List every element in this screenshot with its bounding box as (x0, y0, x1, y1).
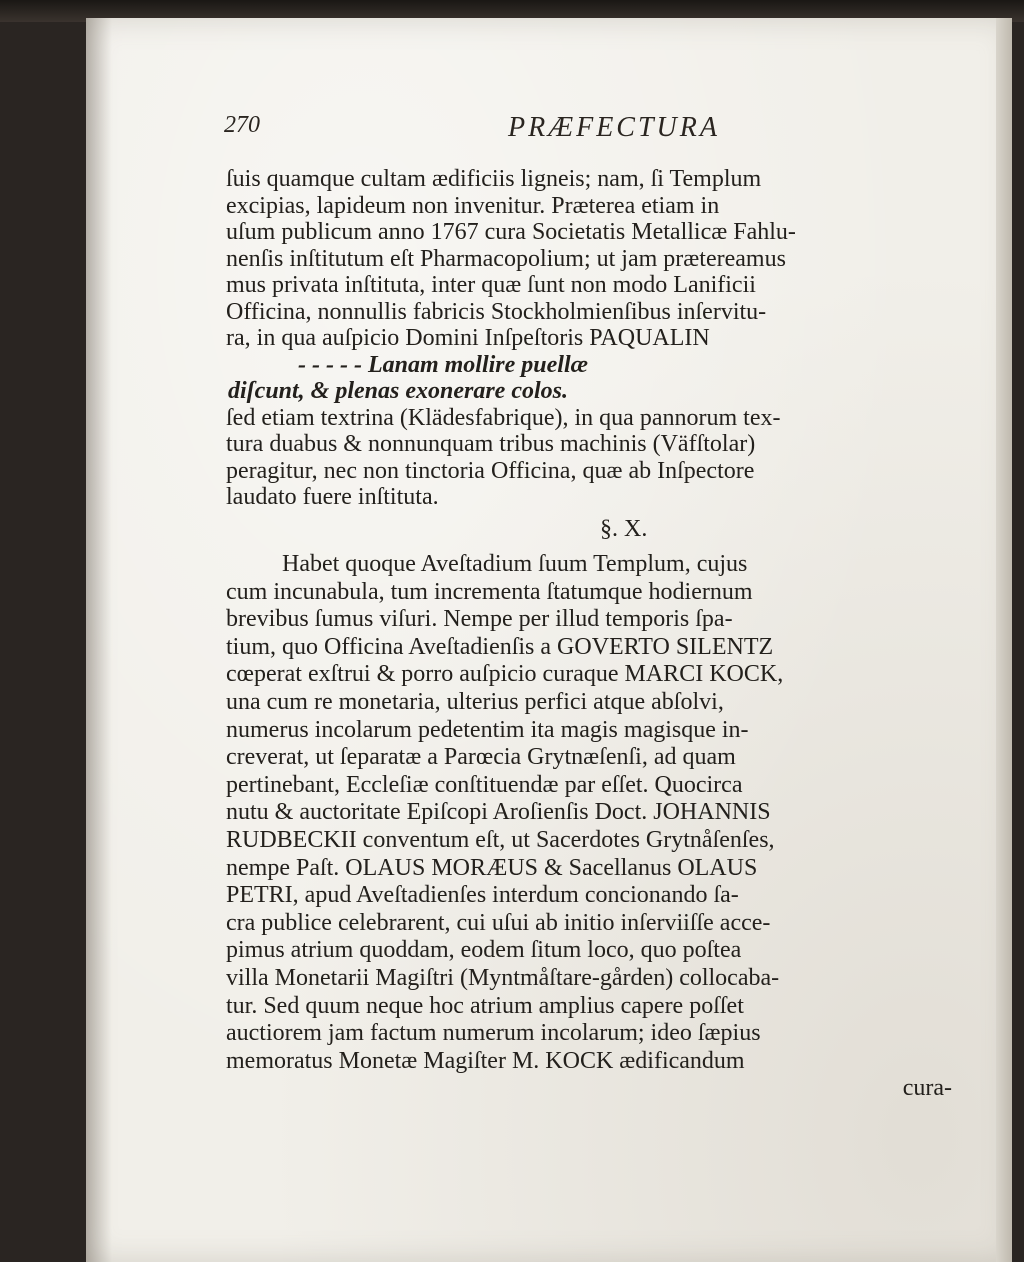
text-line: nempe Paſt. OLAUS MORÆUS & Sacellanus OLAUS (226, 854, 758, 881)
text-line: cœperat exſtrui & porro auſpicio curaque MARCI KOCK, (226, 661, 784, 688)
text-line: tur. Sed quum neque hoc atrium amplius capere poſſet (226, 992, 744, 1019)
verse-line: - - - - - Lanam mollire puellæ (298, 351, 588, 378)
verse-quotation (226, 352, 966, 405)
verse-line: diſcunt, & plenas exonerare colos. (228, 378, 568, 404)
text-line: Habet quoque Aveſtadium ſuum Templum, cujus (282, 551, 748, 577)
text-line: mus privata inſtituta, inter quæ ſunt non modo Lanificii (226, 272, 756, 298)
paragraph-3 (226, 551, 966, 1075)
text-line: numerus incolarum pedetentim ita magis magisque in- (226, 716, 749, 743)
text-line: memoratus Monetæ Magiſter M. KOCK ædificandum (226, 1047, 745, 1074)
page-number: 270 (224, 112, 260, 138)
text-line: excipias, lapideum non invenitur. Præterea etiam in (226, 192, 720, 219)
text-line: cra publice celebrarent, cui uſui ab initio inſerviiſſe acce- (226, 909, 771, 936)
page-edge (996, 18, 1012, 1262)
text-line: RUDBECKII conventum eſt, ut Sacerdotes Grytnåſenſes, (226, 826, 775, 853)
text-line: peragitur, nec non tinctoria Officina, quæ ab Inſpectore (226, 457, 755, 484)
text-line: uſum publicum anno 1767 cura Societatis Metallicæ Fahlu- (226, 219, 796, 245)
text-block (226, 166, 966, 1102)
paragraph-2 (226, 405, 966, 511)
text-line: pimus atrium quoddam, eodem ſitum loco, quo poſtea (226, 937, 742, 964)
text-line: ſuis quamque cultam ædificiis ligneis; nam, ſi Templum (226, 166, 762, 192)
spine-shadow (86, 18, 112, 1262)
text-line: laudato fuere inſtituta. (226, 484, 439, 510)
running-title: PRÆFECTURA (508, 112, 720, 143)
text-line: nenſis inſtitutum eſt Pharmacopolium; ut jam prætereamus (226, 245, 786, 272)
text-line: creverat, ut ſeparatæ a Parœcia Grytnæſenſi, ad quam (226, 744, 736, 771)
text-line: tium, quo Officina Aveſtadienſis a GOVERTO SILENTZ (226, 633, 774, 660)
text-line: cum incunabula, tum incrementa ſtatumque hodiernum (226, 578, 753, 605)
text-line: tura duabus & nonnunquam tribus machinis (Väfſtolar) (226, 431, 756, 457)
text-line: PETRI, apud Aveſtadienſes interdum concionando ſa- (226, 882, 739, 909)
text-line: auctiorem jam factum numerum incolarum; ideo ſæpius (226, 1020, 761, 1047)
text-line: ſed etiam textrina (Klädesfabrique), in qua pannorum tex- (226, 404, 781, 431)
text-line: villa Monetarii Magiſtri (Myntmåſtare-gården) collocaba- (226, 964, 780, 991)
section-heading: §. X. (600, 515, 648, 542)
paragraph-1 (226, 166, 966, 352)
catchword: cura- (902, 1075, 952, 1102)
text-line: ra, in qua auſpicio Domini Inſpeſtoris PAQUALIN (226, 325, 710, 351)
text-line: pertinebant, Eccleſiæ conſtituendæ par eſſet. Quocirca (226, 771, 743, 798)
text-line: brevibus ſumus viſuri. Nempe per illud temporis ſpa- (226, 606, 733, 633)
running-head (0, 112, 1024, 152)
text-line: una cum re monetaria, ulterius perfici atque abſolvi, (226, 688, 724, 715)
text-line: nutu & auctoritate Epiſcopi Aroſienſis Doct. JOHANNIS (226, 799, 771, 826)
text-line: Officina, nonnullis fabricis Stockholmienſibus inſervitu- (226, 298, 767, 325)
